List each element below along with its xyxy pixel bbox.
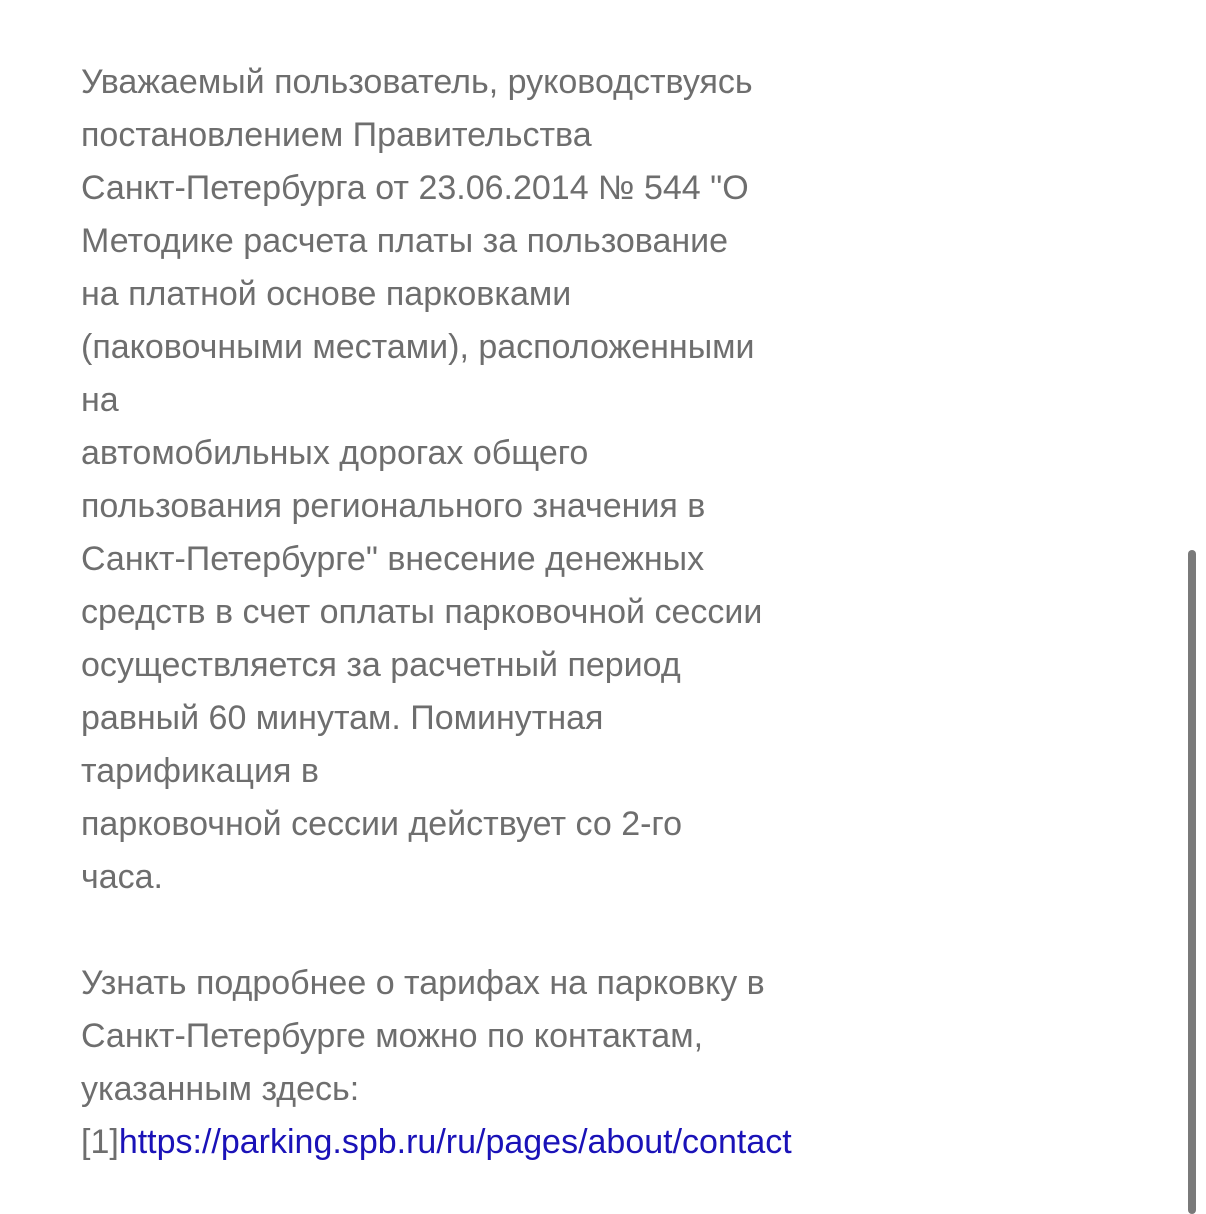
text-line: постановлением Правительства	[81, 116, 592, 154]
vertical-scrollbar[interactable]	[1188, 550, 1196, 1214]
text-line: Узнать подробнее о тарифах на парковку в	[81, 964, 765, 1002]
text-line: на	[81, 381, 119, 419]
paragraph-contacts	[81, 957, 881, 1169]
text-line: (паковочными местами), расположенными	[81, 328, 755, 366]
text-line: указанным здесь:	[81, 1070, 360, 1108]
text-line: Санкт-Петербурге" внесение денежных	[81, 540, 705, 578]
paragraph-spacer	[81, 904, 881, 957]
text-line: парковочной сессии действует со 2-го	[81, 805, 682, 843]
message-body	[81, 56, 881, 1169]
paragraph-tariff-info	[81, 56, 881, 904]
text-line: Санкт-Петербурге можно по контактам,	[81, 1017, 704, 1055]
text-line: осуществляется за расчетный период	[81, 646, 681, 684]
text-line: Методике расчета платы за пользование	[81, 222, 729, 260]
text-line: автомобильных дорогах общего	[81, 434, 589, 472]
text-line: пользования регионального значения в	[81, 487, 706, 525]
link-line	[81, 1116, 881, 1169]
text-line: на платной основе парковками	[81, 275, 572, 313]
text-line: Уважаемый пользователь, руководствуясь	[81, 63, 753, 101]
text-line: тарификация в	[81, 752, 319, 790]
text-line: Санкт-Петербурга от 23.06.2014 № 544 "О	[81, 169, 749, 207]
link-reference-marker: [1]	[81, 1123, 119, 1161]
text-line: равный 60 минутам. Поминутная	[81, 699, 604, 737]
text-line: часа.	[81, 858, 163, 896]
scrollbar-thumb[interactable]	[1188, 550, 1196, 1214]
contacts-link[interactable]: https://parking.spb.ru/ru/pages/about/contact	[118, 1123, 792, 1161]
text-line: средств в счет оплаты парковочной сессии	[81, 593, 763, 631]
